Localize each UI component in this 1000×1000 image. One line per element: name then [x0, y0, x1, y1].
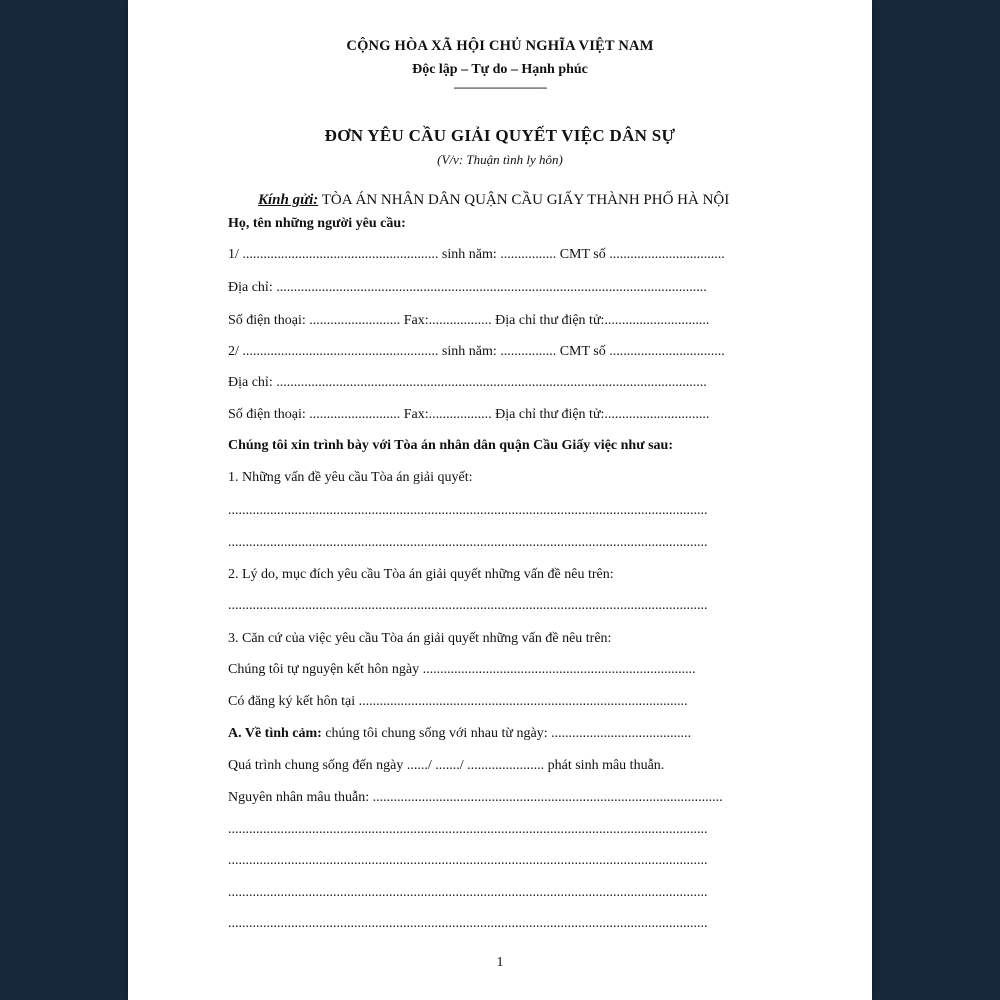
blank-line: ......................................................................................................................................... — [228, 885, 708, 900]
section-2-blank-line: ......................................................................................................................................... — [228, 598, 708, 613]
marriage-date-line: Chúng tôi tự nguyện kết hôn ngày .............................................................................. — [228, 662, 696, 677]
cohabitation-line: Quá trình chung sống đến ngày ....../ ......./ ...................... phát sinh mâu thuẫn. — [228, 758, 665, 773]
marriage-registration-line: Có đăng ký kết hôn tại .............................................................................................. — [228, 694, 688, 709]
section-a-line — [228, 726, 691, 742]
requester-1-contact-line: Số điện thoại: .......................... Fax:.................. Địa chỉ thư điện tử:.............................. — [228, 313, 710, 328]
page-number: 1 — [496, 955, 504, 970]
recipient-value: TÒA ÁN NHÂN DÂN QUẬN CẦU GIẤY THÀNH PHỐ HÀ NỘI — [318, 192, 730, 208]
section-3-heading: 3. Căn cứ của việc yêu cầu Tòa án giải quyết những vấn đề nêu trên: — [228, 631, 612, 646]
motto-underline: ------------------------------- — [453, 80, 547, 94]
conflict-cause-line: Nguyên nhân mâu thuẫn: .................................................................................................... — [228, 790, 723, 805]
section-a-label: A. Về tình cảm: — [228, 726, 322, 741]
document-page — [128, 0, 872, 1000]
section-1-heading: 1. Những vấn đề yêu cầu Tòa án giải quyết: — [228, 470, 473, 485]
section-1-blank-line: ......................................................................................................................................... — [228, 503, 708, 518]
requester-2-address-line: Địa chỉ: ........................................................................................................................... — [228, 375, 707, 390]
requesters-heading: Họ, tên những người yêu cầu: — [228, 216, 406, 231]
requester-2-contact-line: Số điện thoại: .......................... Fax:.................. Địa chỉ thư điện tử:.............................. — [228, 407, 710, 422]
blank-line: ......................................................................................................................................... — [228, 853, 708, 868]
section-1-blank-line: ......................................................................................................................................... — [228, 535, 708, 550]
recipient-label: Kính gửi: — [258, 192, 319, 208]
blank-line: ......................................................................................................................................... — [228, 822, 708, 837]
section-2-heading: 2. Lý do, mục đích yêu cầu Tòa án giải quyết những vấn đề nêu trên: — [228, 567, 614, 582]
requester-2-name-line: 2/ ........................................................ sinh năm: ................ CMT số ................................. — [228, 344, 725, 359]
requester-1-name-line: 1/ ........................................................ sinh năm: ................ CMT số ................................. — [228, 247, 725, 262]
national-title: CỘNG HÒA XÃ HỘI CHỦ NGHĨA VIỆT NAM — [346, 38, 654, 54]
section-a-text: chúng tôi chung sống với nhau từ ngày: ........................................ — [321, 726, 692, 741]
national-motto: Độc lập – Tự do – Hạnh phúc — [412, 62, 588, 77]
statement-heading: Chúng tôi xin trình bày với Tòa án nhân dân quận Cầu Giấy việc như sau: — [228, 438, 673, 453]
document-subtitle: (V/v: Thuận tình ly hôn) — [437, 152, 563, 167]
blank-line: ......................................................................................................................................... — [228, 916, 708, 931]
recipient-line — [258, 192, 729, 209]
requester-1-address-line: Địa chỉ: ........................................................................................................................... — [228, 280, 707, 295]
document-title: ĐƠN YÊU CẦU GIẢI QUYẾT VIỆC DÂN SỰ — [324, 126, 676, 145]
